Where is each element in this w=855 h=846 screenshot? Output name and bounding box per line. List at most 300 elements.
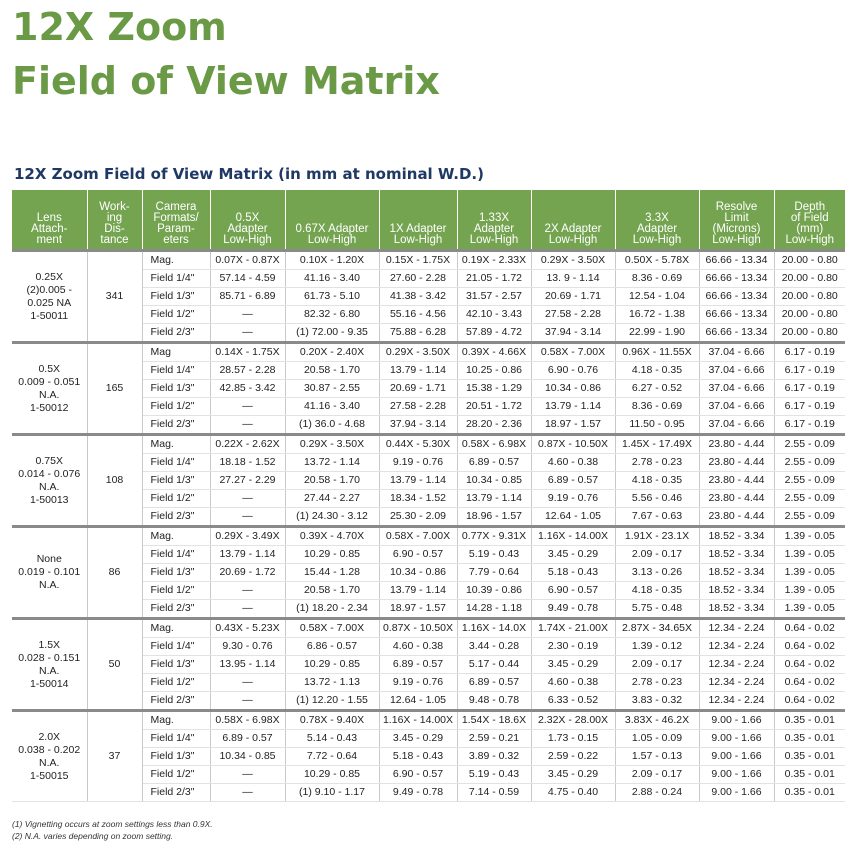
column-header-depth-of-field [774,190,845,251]
camera-format-cell: Field 1/2" [142,306,210,324]
value-cell: — [210,306,285,324]
value-cell: 10.34 - 0.86 [531,380,615,398]
camera-format-cell: Mag. [142,527,210,546]
camera-format-cell: Field 1/4" [142,638,210,656]
value-cell: 10.29 - 0.85 [285,546,379,564]
value-cell: 28.20 - 2.36 [457,416,531,435]
column-header-line: Work- [99,201,130,213]
column-header-working-distance [87,190,142,251]
column-header-line: Lens [36,212,62,224]
column-header-line: ing [106,212,123,224]
value-cell: — [210,324,285,343]
camera-format-cell: Field 1/4" [142,454,210,472]
column-header-line: Camera [155,201,197,213]
value-cell: 5.18 - 0.43 [379,748,457,766]
working-distance-cell: 86 [87,527,142,619]
value-cell: 3.45 - 0.29 [531,546,615,564]
column-header-line: 1X Adapter [389,223,447,235]
value-cell: — [210,416,285,435]
value-cell: 7.67 - 0.63 [615,508,699,527]
value-cell: 6.17 - 0.19 [774,343,845,362]
table-title: 12X Zoom Field of View Matrix (in mm at nominal W.D.) [14,165,484,183]
lens-attachment-line: 0.025 NA [27,296,72,309]
value-cell: 6.90 - 0.57 [379,766,457,784]
column-header-camera-formats [142,190,210,251]
value-cell: 20.69 - 1.71 [379,380,457,398]
value-cell: 0.77X - 9.31X [457,527,531,546]
value-cell: 22.99 - 1.90 [615,324,699,343]
lens-attachment-line: N.A. [39,664,60,677]
value-cell: 23.80 - 4.44 [699,435,774,454]
camera-format-cell: Field 1/3" [142,748,210,766]
value-cell: 27.27 - 2.29 [210,472,285,490]
column-header-line: Formats/ [153,212,199,224]
value-cell: 13.79 - 1.14 [531,398,615,416]
working-distance-cell: 108 [87,435,142,527]
value-cell: 20.00 - 0.80 [774,288,845,306]
value-cell: 6.17 - 0.19 [774,416,845,435]
value-cell: 0.64 - 0.02 [774,674,845,692]
value-cell: 6.33 - 0.52 [531,692,615,711]
value-cell: 13.79 - 1.14 [379,472,457,490]
value-cell: 18.97 - 1.57 [379,600,457,619]
value-cell: 9.49 - 0.78 [531,600,615,619]
value-cell: (1) 9.10 - 1.17 [285,784,379,802]
value-cell: 1.74X - 21.00X [531,619,615,638]
column-header-resolve-limit [699,190,774,251]
value-cell: 3.45 - 0.29 [379,730,457,748]
value-cell: 0.14X - 1.75X [210,343,285,362]
footnotes [12,818,213,842]
value-cell: — [210,784,285,802]
value-cell: 3.83X - 46.2X [615,711,699,730]
value-cell: 8.36 - 0.69 [615,270,699,288]
value-cell: 9.19 - 0.76 [379,454,457,472]
footnote-vignetting: (1) Vignetting occurs at zoom settings less than 0.9X. [12,819,213,829]
value-cell: 1.39 - 0.12 [615,638,699,656]
value-cell: 14.28 - 1.18 [457,600,531,619]
value-cell: — [210,490,285,508]
value-cell: 18.97 - 1.57 [531,416,615,435]
field-of-view-matrix-table [12,190,845,802]
value-cell: 20.51 - 1.72 [457,398,531,416]
value-cell: 0.64 - 0.02 [774,619,845,638]
value-cell: 5.75 - 0.48 [615,600,699,619]
value-cell: 0.35 - 0.01 [774,766,845,784]
column-header-line: ment [36,234,63,246]
value-cell: 9.00 - 1.66 [699,784,774,802]
value-cell: 20.69 - 1.72 [210,564,285,582]
camera-format-cell: Field 1/2" [142,490,210,508]
value-cell: 1.39 - 0.05 [774,564,845,582]
value-cell: 0.58X - 6.98X [457,435,531,454]
camera-format-cell: Field 1/4" [142,730,210,748]
column-header-line: Low-High [307,234,357,246]
value-cell: 18.34 - 1.52 [379,490,457,508]
value-cell: 18.52 - 3.34 [699,527,774,546]
value-cell: — [210,508,285,527]
value-cell: 37.04 - 6.66 [699,343,774,362]
value-cell: — [210,600,285,619]
camera-format-cell: Field 2/3" [142,324,210,343]
value-cell: 0.64 - 0.02 [774,692,845,711]
value-cell: 8.36 - 0.69 [615,398,699,416]
value-cell: 6.17 - 0.19 [774,362,845,380]
column-header-line: (mm) [796,223,824,235]
value-cell: 13.95 - 1.14 [210,656,285,674]
value-cell: 1.39 - 0.05 [774,546,845,564]
table-row [12,711,845,730]
camera-format-cell: Mag. [142,619,210,638]
value-cell: 6.89 - 0.57 [457,674,531,692]
value-cell: 37.04 - 6.66 [699,398,774,416]
value-cell: 20.00 - 0.80 [774,306,845,324]
table-row [12,527,845,546]
value-cell: 3.45 - 0.29 [531,656,615,674]
column-header-line: Adapter [227,223,268,235]
value-cell: 10.34 - 0.85 [457,472,531,490]
value-cell: 66.66 - 13.34 [699,324,774,343]
value-cell: (1) 36.0 - 4.68 [285,416,379,435]
value-cell: 13.72 - 1.14 [285,454,379,472]
value-cell: 2.09 - 0.17 [615,656,699,674]
column-header-line: Limit [724,212,749,224]
value-cell: 13.72 - 1.13 [285,674,379,692]
lens-attachment-line: 0.038 - 0.202 [18,743,81,756]
camera-format-cell: Field 1/3" [142,656,210,674]
value-cell: 1.54X - 18.6X [457,711,531,730]
value-cell: 7.79 - 0.64 [457,564,531,582]
value-cell: 1.91X - 23.1X [615,527,699,546]
value-cell: 9.48 - 0.78 [457,692,531,711]
value-cell: 66.66 - 13.34 [699,288,774,306]
value-cell: (1) 24.30 - 3.12 [285,508,379,527]
lens-attachment-cell [12,343,87,435]
value-cell: 6.90 - 0.57 [379,546,457,564]
column-header-line: Adapter [473,223,515,235]
column-header-adapter-2x [531,190,615,251]
footnote-na: (2) N.A. varies depending on zoom setting. [12,831,174,841]
value-cell: — [210,692,285,711]
value-cell: 10.34 - 0.85 [210,748,285,766]
camera-format-cell: Field 1/4" [142,546,210,564]
value-cell: 42.10 - 3.43 [457,306,531,324]
value-cell: 0.50X - 5.78X [615,251,699,270]
camera-format-cell: Field 2/3" [142,416,210,435]
table-row [12,251,845,270]
column-header-line: 1.33X [478,212,510,224]
value-cell: 12.34 - 2.24 [699,638,774,656]
lens-attachment-line: 1-50015 [29,769,69,782]
value-cell: 13.79 - 1.14 [457,490,531,508]
value-cell: 37.04 - 6.66 [699,380,774,398]
value-cell: 41.16 - 3.40 [285,270,379,288]
value-cell: 9.00 - 1.66 [699,730,774,748]
value-cell: (1) 12.20 - 1.55 [285,692,379,711]
value-cell: 7.14 - 0.59 [457,784,531,802]
value-cell: 37.04 - 6.66 [699,416,774,435]
value-cell: 4.60 - 0.38 [379,638,457,656]
value-cell: 11.50 - 0.95 [615,416,699,435]
value-cell: 85.71 - 6.89 [210,288,285,306]
value-cell: 20.58 - 1.70 [285,582,379,600]
column-header-adapter-0-5x [210,190,285,251]
value-cell: 6.27 - 0.52 [615,380,699,398]
value-cell: 18.52 - 3.34 [699,582,774,600]
camera-format-cell: Field 2/3" [142,600,210,619]
value-cell: 2.87X - 34.65X [615,619,699,638]
value-cell: 15.44 - 1.28 [285,564,379,582]
value-cell: (1) 18.20 - 2.34 [285,600,379,619]
lens-attachment-line: 0.5X [38,362,61,375]
camera-format-cell: Field 1/3" [142,564,210,582]
value-cell: 6.17 - 0.19 [774,398,845,416]
value-cell: 0.87X - 10.50X [531,435,615,454]
value-cell: 57.89 - 4.72 [457,324,531,343]
camera-format-cell: Field 1/2" [142,398,210,416]
value-cell: 18.96 - 1.57 [457,508,531,527]
value-cell: 12.54 - 1.04 [615,288,699,306]
lens-attachment-line: N.A. [39,480,60,493]
value-cell: 2.55 - 0.09 [774,490,845,508]
camera-format-cell: Field 1/2" [142,674,210,692]
lens-attachment-line: 1.5X [38,638,61,651]
table-row [12,435,845,454]
value-cell: 66.66 - 13.34 [699,270,774,288]
value-cell: 23.80 - 4.44 [699,472,774,490]
column-header-line: 2X Adapter [544,223,602,235]
value-cell: 4.75 - 0.40 [531,784,615,802]
column-header-line: 0.5X [235,212,260,224]
value-cell: 0.58X - 7.00X [379,527,457,546]
lens-attachment-cell [12,527,87,619]
value-cell: 20.00 - 0.80 [774,324,845,343]
value-cell: 20.58 - 1.70 [285,362,379,380]
value-cell: 42.85 - 3.42 [210,380,285,398]
value-cell: 61.73 - 5.10 [285,288,379,306]
value-cell: 31.57 - 2.57 [457,288,531,306]
value-cell: 23.80 - 4.44 [699,454,774,472]
value-cell: 9.19 - 0.76 [379,674,457,692]
lens-attachment-line: 0.019 - 0.101 [18,566,81,578]
camera-format-cell: Field 2/3" [142,692,210,711]
value-cell: 0.35 - 0.01 [774,730,845,748]
value-cell: 4.18 - 0.35 [615,362,699,380]
working-distance-cell: 165 [87,343,142,435]
value-cell: 37.94 - 3.14 [379,416,457,435]
value-cell: 2.78 - 0.23 [615,674,699,692]
title-line-2: Field of View Matrix [12,59,440,103]
lens-attachment-line: 1-50013 [29,493,69,506]
value-cell: — [210,582,285,600]
value-cell: 2.30 - 0.19 [531,638,615,656]
value-cell: 18.52 - 3.34 [699,546,774,564]
lens-attachment-line: N.A. [39,388,60,401]
value-cell: — [210,398,285,416]
value-cell: 5.14 - 0.43 [285,730,379,748]
column-header-adapter-0-67x [285,190,379,251]
value-cell: 0.58X - 7.00X [285,619,379,638]
value-cell: 5.19 - 0.43 [457,766,531,784]
value-cell: 18.52 - 3.34 [699,564,774,582]
column-header-line: Depth [794,201,826,213]
value-cell: 0.35 - 0.01 [774,748,845,766]
value-cell: 82.32 - 6.80 [285,306,379,324]
value-cell: 9.00 - 1.66 [699,711,774,730]
value-cell: 6.90 - 0.76 [531,362,615,380]
column-header-line: Low-High [469,234,519,246]
lens-attachment-line: 1-50012 [29,401,69,414]
value-cell: 0.43X - 5.23X [210,619,285,638]
value-cell: 0.39X - 4.66X [457,343,531,362]
value-cell: 10.25 - 0.86 [457,362,531,380]
value-cell: 4.18 - 0.35 [615,472,699,490]
value-cell: 0.44X - 5.30X [379,435,457,454]
lens-attachment-line: N.A. [39,756,60,769]
column-header-line: Adapter [636,223,678,235]
working-distance-cell: 341 [87,251,142,343]
value-cell: 2.78 - 0.23 [615,454,699,472]
value-cell: 0.07X - 0.87X [210,251,285,270]
value-cell: 6.89 - 0.57 [531,472,615,490]
value-cell: 37.94 - 3.14 [531,324,615,343]
value-cell: (1) 72.00 - 9.35 [285,324,379,343]
table-header [12,190,845,251]
value-cell: 0.64 - 0.02 [774,656,845,674]
lens-attachment-line: 0.25X [35,270,63,283]
value-cell: 2.55 - 0.09 [774,454,845,472]
value-cell: 4.18 - 0.35 [615,582,699,600]
table-body [12,251,845,802]
value-cell: 5.17 - 0.44 [457,656,531,674]
value-cell: 9.30 - 0.76 [210,638,285,656]
value-cell: 0.29X - 3.50X [285,435,379,454]
camera-format-cell: Mag. [142,435,210,454]
column-header-adapter-3-3x [615,190,699,251]
value-cell: 55.16 - 4.56 [379,306,457,324]
value-cell: 13.79 - 1.14 [379,582,457,600]
column-header-adapter-1-33x [457,190,531,251]
working-distance-cell: 37 [87,711,142,802]
value-cell: 12.34 - 2.24 [699,656,774,674]
value-cell: 0.29X - 3.50X [531,251,615,270]
column-header-adapter-1x [379,190,457,251]
camera-format-cell: Field 1/4" [142,270,210,288]
camera-format-cell: Mag [142,343,210,362]
column-header-line: Low-High [223,234,272,246]
value-cell: 41.38 - 3.42 [379,288,457,306]
value-cell: 6.17 - 0.19 [774,380,845,398]
value-cell: 18.18 - 1.52 [210,454,285,472]
lens-attachment-line: 0.014 - 0.076 [18,467,81,480]
value-cell: 13. 9 - 1.14 [531,270,615,288]
value-cell: 12.34 - 2.24 [699,692,774,711]
value-cell: 2.09 - 0.17 [615,546,699,564]
value-cell: 27.58 - 2.28 [531,306,615,324]
value-cell: 3.89 - 0.32 [457,748,531,766]
value-cell: — [210,674,285,692]
value-cell: 0.39X - 4.70X [285,527,379,546]
value-cell: 0.78X - 9.40X [285,711,379,730]
value-cell: 13.79 - 1.14 [379,362,457,380]
value-cell: 6.89 - 0.57 [210,730,285,748]
camera-format-cell: Mag. [142,251,210,270]
value-cell: 1.05 - 0.09 [615,730,699,748]
value-cell: 0.20X - 2.40X [285,343,379,362]
column-header-line: Low-High [632,234,682,246]
value-cell: 9.00 - 1.66 [699,766,774,784]
column-header-line: Low-High [785,234,835,246]
value-cell: 1.73 - 0.15 [531,730,615,748]
lens-attachment-cell [12,251,87,343]
value-cell: 66.66 - 13.34 [699,251,774,270]
camera-format-cell: Field 1/3" [142,472,210,490]
value-cell: 2.55 - 0.09 [774,508,845,527]
column-header-line: Low-High [548,234,598,246]
working-distance-cell: 50 [87,619,142,711]
value-cell: 27.60 - 2.28 [379,270,457,288]
value-cell: 6.90 - 0.57 [531,582,615,600]
camera-format-cell: Mag. [142,711,210,730]
value-cell: 30.87 - 2.55 [285,380,379,398]
value-cell: 15.38 - 1.29 [457,380,531,398]
value-cell: 3.44 - 0.28 [457,638,531,656]
value-cell: 1.57 - 0.13 [615,748,699,766]
lens-attachment-line: 0.028 - 0.151 [18,651,81,664]
value-cell: 1.39 - 0.05 [774,600,845,619]
column-header-line: 3.3X [645,212,669,224]
camera-format-cell: Field 2/3" [142,784,210,802]
lens-attachment-cell [12,619,87,711]
value-cell: 0.58X - 6.98X [210,711,285,730]
lens-attachment-line: None [36,553,62,565]
value-cell: 6.89 - 0.57 [457,454,531,472]
lens-attachment-cell [12,711,87,802]
value-cell: 3.13 - 0.26 [615,564,699,582]
value-cell: 57.14 - 4.59 [210,270,285,288]
value-cell: 0.29X - 3.49X [210,527,285,546]
value-cell: 25.30 - 2.09 [379,508,457,527]
value-cell: 12.34 - 2.24 [699,674,774,692]
value-cell: 0.58X - 7.00X [531,343,615,362]
camera-format-cell: Field 1/4" [142,362,210,380]
value-cell: 12.64 - 1.05 [379,692,457,711]
column-header-line: tance [100,234,129,246]
value-cell: 0.29X - 3.50X [379,343,457,362]
value-cell: 0.15X - 1.75X [379,251,457,270]
title-line-1: 12X Zoom [12,5,227,49]
value-cell: 7.72 - 0.64 [285,748,379,766]
value-cell: 5.19 - 0.43 [457,546,531,564]
lens-attachment-line: N.A. [39,579,60,591]
value-cell: 41.16 - 3.40 [285,398,379,416]
value-cell: 3.45 - 0.29 [531,766,615,784]
camera-format-cell: Field 1/3" [142,380,210,398]
value-cell: 6.89 - 0.57 [379,656,457,674]
value-cell: 23.80 - 4.44 [699,508,774,527]
column-header-lens-attachment [12,190,87,251]
value-cell: 5.56 - 0.46 [615,490,699,508]
table-row [12,619,845,638]
lens-attachment-line: 0.75X [35,454,63,467]
column-header-line: Low-High [712,234,761,246]
value-cell: 1.39 - 0.05 [774,527,845,546]
header-row [12,190,845,251]
page-title [12,0,440,108]
value-cell: 20.58 - 1.70 [285,472,379,490]
value-cell: 10.29 - 0.85 [285,656,379,674]
value-cell: 2.88 - 0.24 [615,784,699,802]
